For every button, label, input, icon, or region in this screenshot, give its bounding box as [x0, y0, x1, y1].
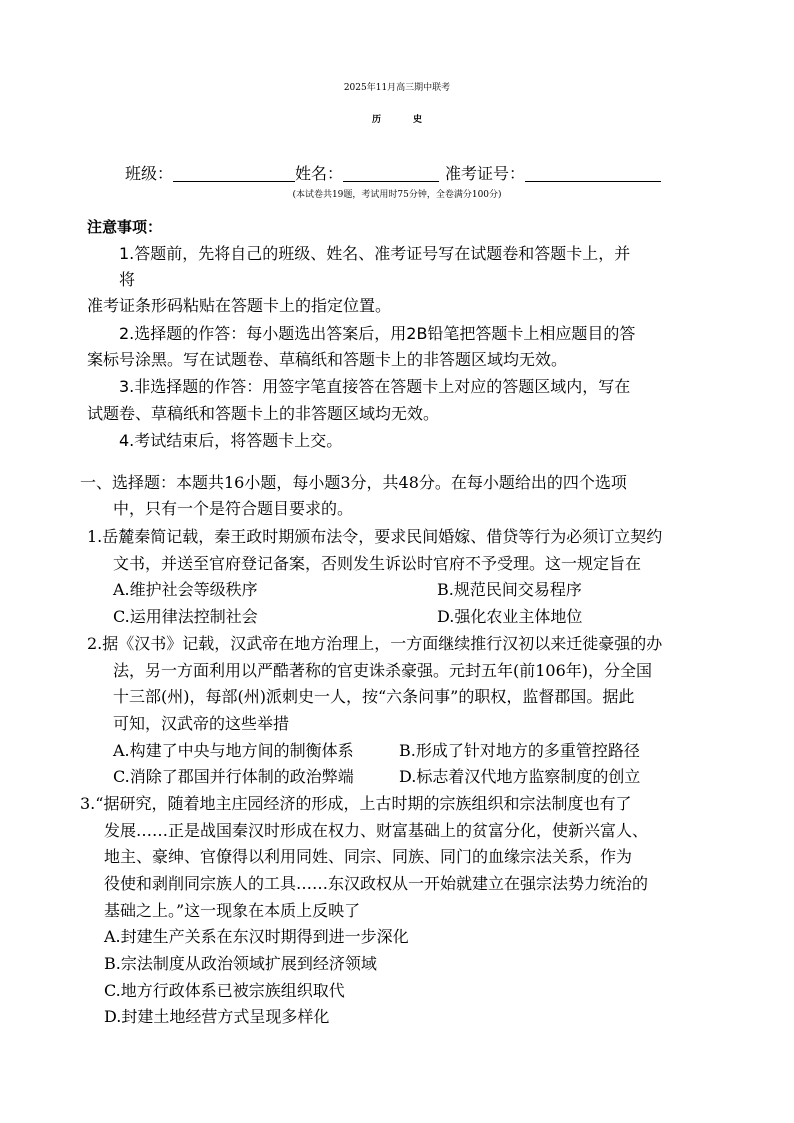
- q2-option-c: C.消除了郡国并行体制的政治弊端: [113, 767, 354, 786]
- q2-option-b: B.形成了针对地方的多重管控路径: [399, 741, 640, 760]
- info-row: [125, 161, 661, 184]
- notice-item-1-line-1: 1.答题前，先将自己的班级、姓名、准考证号写在试题卷和答题卡上，并: [119, 244, 631, 263]
- q3-option-c: C.地方行政体系已被宗族组织取代: [104, 981, 345, 1000]
- notice-item-3-line-1: 3.非选择题的作答：用签字笔直接答在答题卡上对应的答题区域内，写在: [119, 377, 631, 396]
- q2-line-3: 十三部(州)，每部(州)派刺史一人，按“六条问事”的职权，监督郡国。据此: [113, 687, 635, 706]
- q2-line-4: 可知，汉武帝的这些举措: [113, 714, 290, 733]
- q3-line-1: 3.“据研究，随着地主庄园经济的形成，上古时期的宗族组织和宗法制度也有了: [80, 794, 632, 813]
- q3-line-5: 基础之上。”这一现象在本质上反映了: [104, 901, 361, 920]
- notice-item-4: 4.考试结束后，将答题卡上交。: [119, 431, 343, 450]
- q1-option-b: B.规范民间交易程序: [437, 580, 582, 599]
- name-label: 姓名：: [295, 164, 344, 183]
- q3-line-4: 役使和剥削同宗族人的工具……东汉政权从一开始就建立在强宗法势力统治的: [104, 874, 649, 893]
- exam-meta: (本试卷共19题，考试用时75分钟，全卷满分100分): [292, 190, 502, 200]
- subject-title: 历史: [371, 115, 454, 125]
- q2-line-1: 2.据《汉书》记载，汉武帝在地方治理上，一方面继续推行汉初以来迁徙豪强的办: [87, 634, 663, 653]
- q1-option-a: A.维护社会等级秩序: [113, 580, 258, 599]
- q1-option-d: D.强化农业主体地位: [437, 607, 583, 626]
- q3-option-a: A.封建生产关系在东汉时期得到进一步深化: [104, 927, 409, 946]
- q2-line-2: 法，另一方面利用以严酷著称的官吏诛杀豪强。元封五年(前106年)，分全国: [113, 661, 653, 680]
- q2-option-d: D.标志着汉代地方监察制度的创立: [399, 767, 641, 786]
- exam-title: 2025年11月高三期中联考: [343, 83, 451, 93]
- class-blank: [173, 164, 295, 182]
- id-blank: [525, 164, 661, 182]
- notice-item-2-line-2: 案标号涂黑。写在试题卷、草稿纸和答题卡上的非答题区域均无效。: [87, 350, 568, 369]
- notice-title: 注意事项：: [87, 218, 163, 236]
- q3-option-d: D.封建土地经营方式呈现多样化: [104, 1007, 330, 1026]
- notice-item-3-line-2: 试题卷、草稿纸和答题卡上的非答题区域均无效。: [87, 404, 440, 423]
- id-label: 准考证号：: [445, 164, 526, 183]
- name-blank: [343, 164, 439, 182]
- q2-option-a: A.构建了中央与地方间的制衡体系: [113, 741, 354, 760]
- q1-option-c: C.运用律法控制社会: [113, 607, 258, 626]
- q3-line-2: 发展……正是战国秦汉时形成在权力、财富基础上的贫富分化，使新兴富人、: [104, 821, 649, 840]
- notice-item-1-line-2: 将: [119, 270, 136, 289]
- q3-line-3: 地主、豪绅、官僚得以利用同姓、同宗、同族、同门的血缘宗法关系，作为: [104, 847, 633, 866]
- section-1-line-2: 中，只有一个是符合题目要求的。: [113, 499, 354, 518]
- notice-item-2-line-1: 2.选择题的作答：每小题选出答案后，用2B铅笔把答题卡上相应题目的答: [119, 324, 636, 343]
- q3-option-b: B.宗法制度从政治领域扩展到经济领域: [104, 954, 377, 973]
- class-label: 班级：: [125, 164, 174, 183]
- q1-line-1: 1.岳麓秦简记载，秦王政时期颁布法令，要求民间婚嫁、借贷等行为必须订立契约: [87, 527, 663, 546]
- notice-item-1-line-3: 准考证条形码粘贴在答题卡上的指定位置。: [87, 296, 392, 315]
- q1-line-2: 文书，并送至官府登记备案，否则发生诉讼时官府不予受理。这一规定旨在: [113, 554, 642, 573]
- section-1-line-1: 一、选择题：本题共16小题，每小题3分，共48分。在每小题给出的四个选项: [80, 473, 627, 492]
